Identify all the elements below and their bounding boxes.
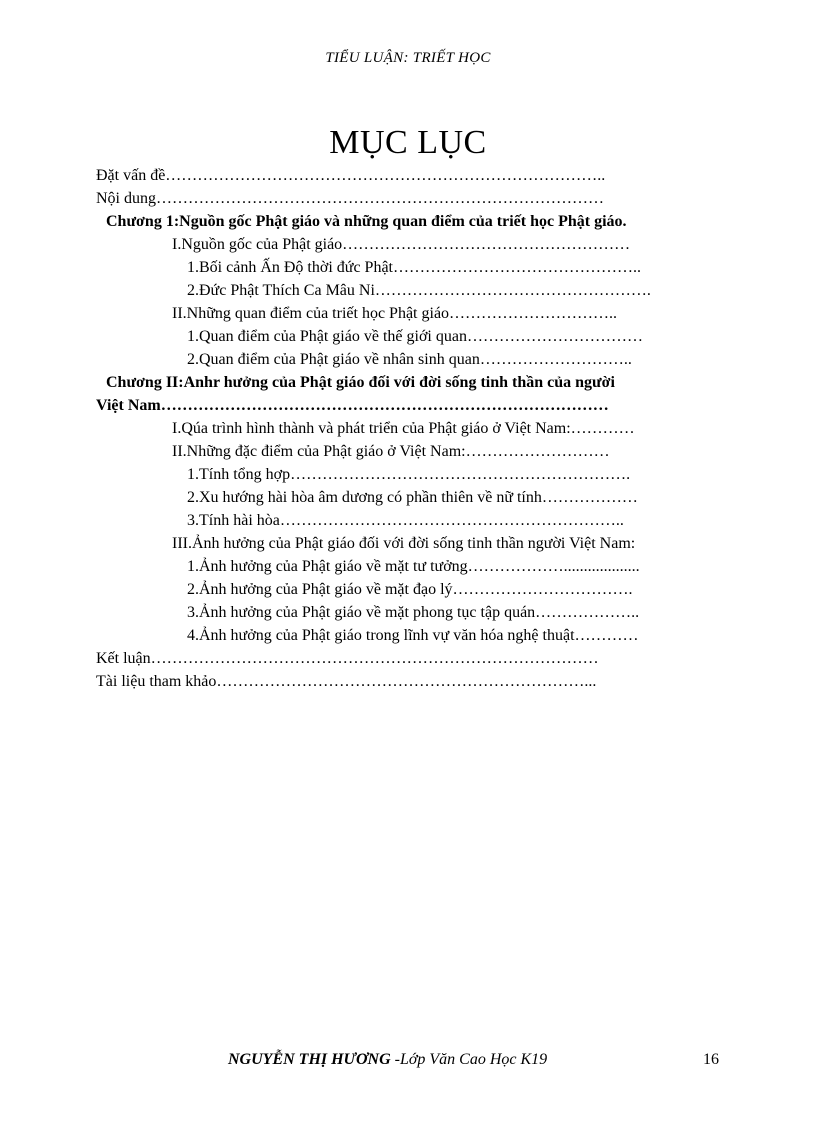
toc-section: II.Những đặc điểm của Phật giáo ở Việt Nam:……………………… xyxy=(172,443,610,460)
toc-chapter-1: Chương 1:Nguồn gốc Phật giáo và những quan điểm của triết học Phật giáo. xyxy=(106,213,627,230)
toc-entry-conclusion: Kết luận………………………………………………………………………… xyxy=(96,650,599,667)
toc-section: I.Qúa trình hình thành và phát triển của Phật giáo ở Việt Nam:………… xyxy=(172,420,635,437)
toc-section: I.Nguồn gốc của Phật giáo……………………………………………… xyxy=(172,236,631,253)
page-number: 16 xyxy=(703,1051,719,1068)
toc-section: II.Những quan điểm của triết học Phật giáo………………………….. xyxy=(172,305,618,322)
author-name: NGUYỄN THỊ HƯƠNG xyxy=(228,1051,391,1068)
toc-subsection: 2.Xu hướng hài hòa âm dương có phần thiên về nữ tính……………… xyxy=(187,489,638,506)
toc-chapter-2-continuation: Việt Nam………………………………………………………………………… xyxy=(96,397,609,414)
toc-subsection: 1.Ảnh hưởng của Phật giáo về mặt tư tưởng………………................... xyxy=(187,558,640,575)
toc-entry-references: Tài liệu tham khảo……………………………………………………………... xyxy=(96,673,597,690)
toc-section: III.Ảnh hưởng của Phật giáo đối với đời sống tinh thần người Việt Nam: xyxy=(172,535,636,552)
toc-entry-content: Nội dung………………………………………………………………………… xyxy=(96,190,604,207)
table-of-contents xyxy=(96,164,732,693)
toc-subsection: 3.Ảnh hưởng của Phật giáo về mặt phong tục tập quán……………….. xyxy=(187,604,640,621)
toc-subsection: 2.Ảnh hưởng của Phật giáo về mặt đạo lý……………………………. xyxy=(187,581,633,598)
toc-subsection: 1.Tính tổng hợp………………………………………………………. xyxy=(187,466,631,483)
page-header: TIỂU LUẬN: TRIẾT HỌC xyxy=(325,50,491,66)
toc-subsection: 1.Bối cảnh Ấn Độ thời đức Phật……………………………………….. xyxy=(187,259,641,276)
toc-subsection: 1.Quan điểm của Phật giáo về thế giới quan…………………………… xyxy=(187,328,643,345)
page-title: MỤC LỤC xyxy=(329,124,487,161)
class-info: -Lớp Văn Cao Học K19 xyxy=(390,1051,548,1068)
toc-subsection: 3.Tính hài hòa……………………………………………………….. xyxy=(187,512,624,529)
toc-subsection: 2.Đức Phật Thích Ca Mâu Ni……………………………………………. xyxy=(187,282,651,299)
toc-subsection: 4.Ảnh hưởng của Phật giáo trong lĩnh vự văn hóa nghệ thuật………… xyxy=(187,627,639,644)
toc-entry-introduction: Đặt vấn đề……………………………………………………………………….. xyxy=(96,167,606,184)
page-footer xyxy=(228,1051,547,1069)
toc-subsection: 2.Quan điểm của Phật giáo về nhân sinh quan……………………….. xyxy=(187,351,632,368)
toc-chapter-2: Chương II:Anhr hưởng của Phật giáo đối với đời sống tinh thần của người xyxy=(106,374,615,391)
